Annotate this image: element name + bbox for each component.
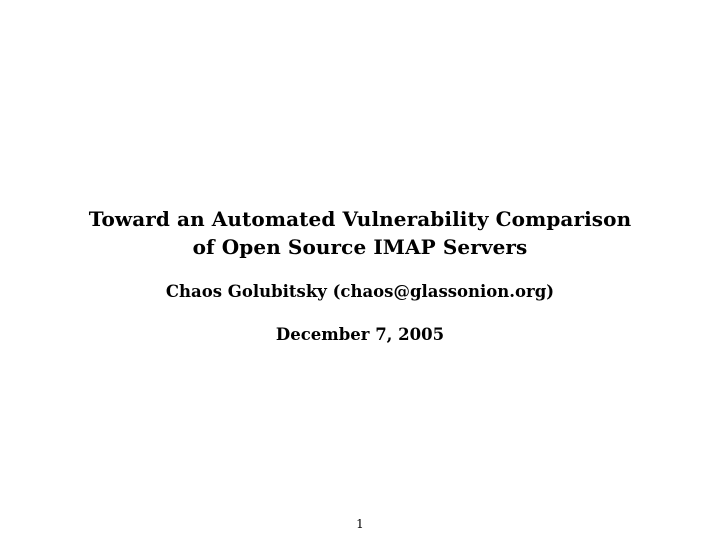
author-line: Chaos Golubitsky (chaos@glassonion.org) [165,282,555,301]
title-line-2: of Open Source IMAP Servers [192,235,528,259]
paper-title [0,205,720,261]
title-line-1: Toward an Automated Vulnerability Comparison [88,207,632,231]
page-number: 1 [356,517,364,531]
date-line: December 7, 2005 [275,325,445,344]
